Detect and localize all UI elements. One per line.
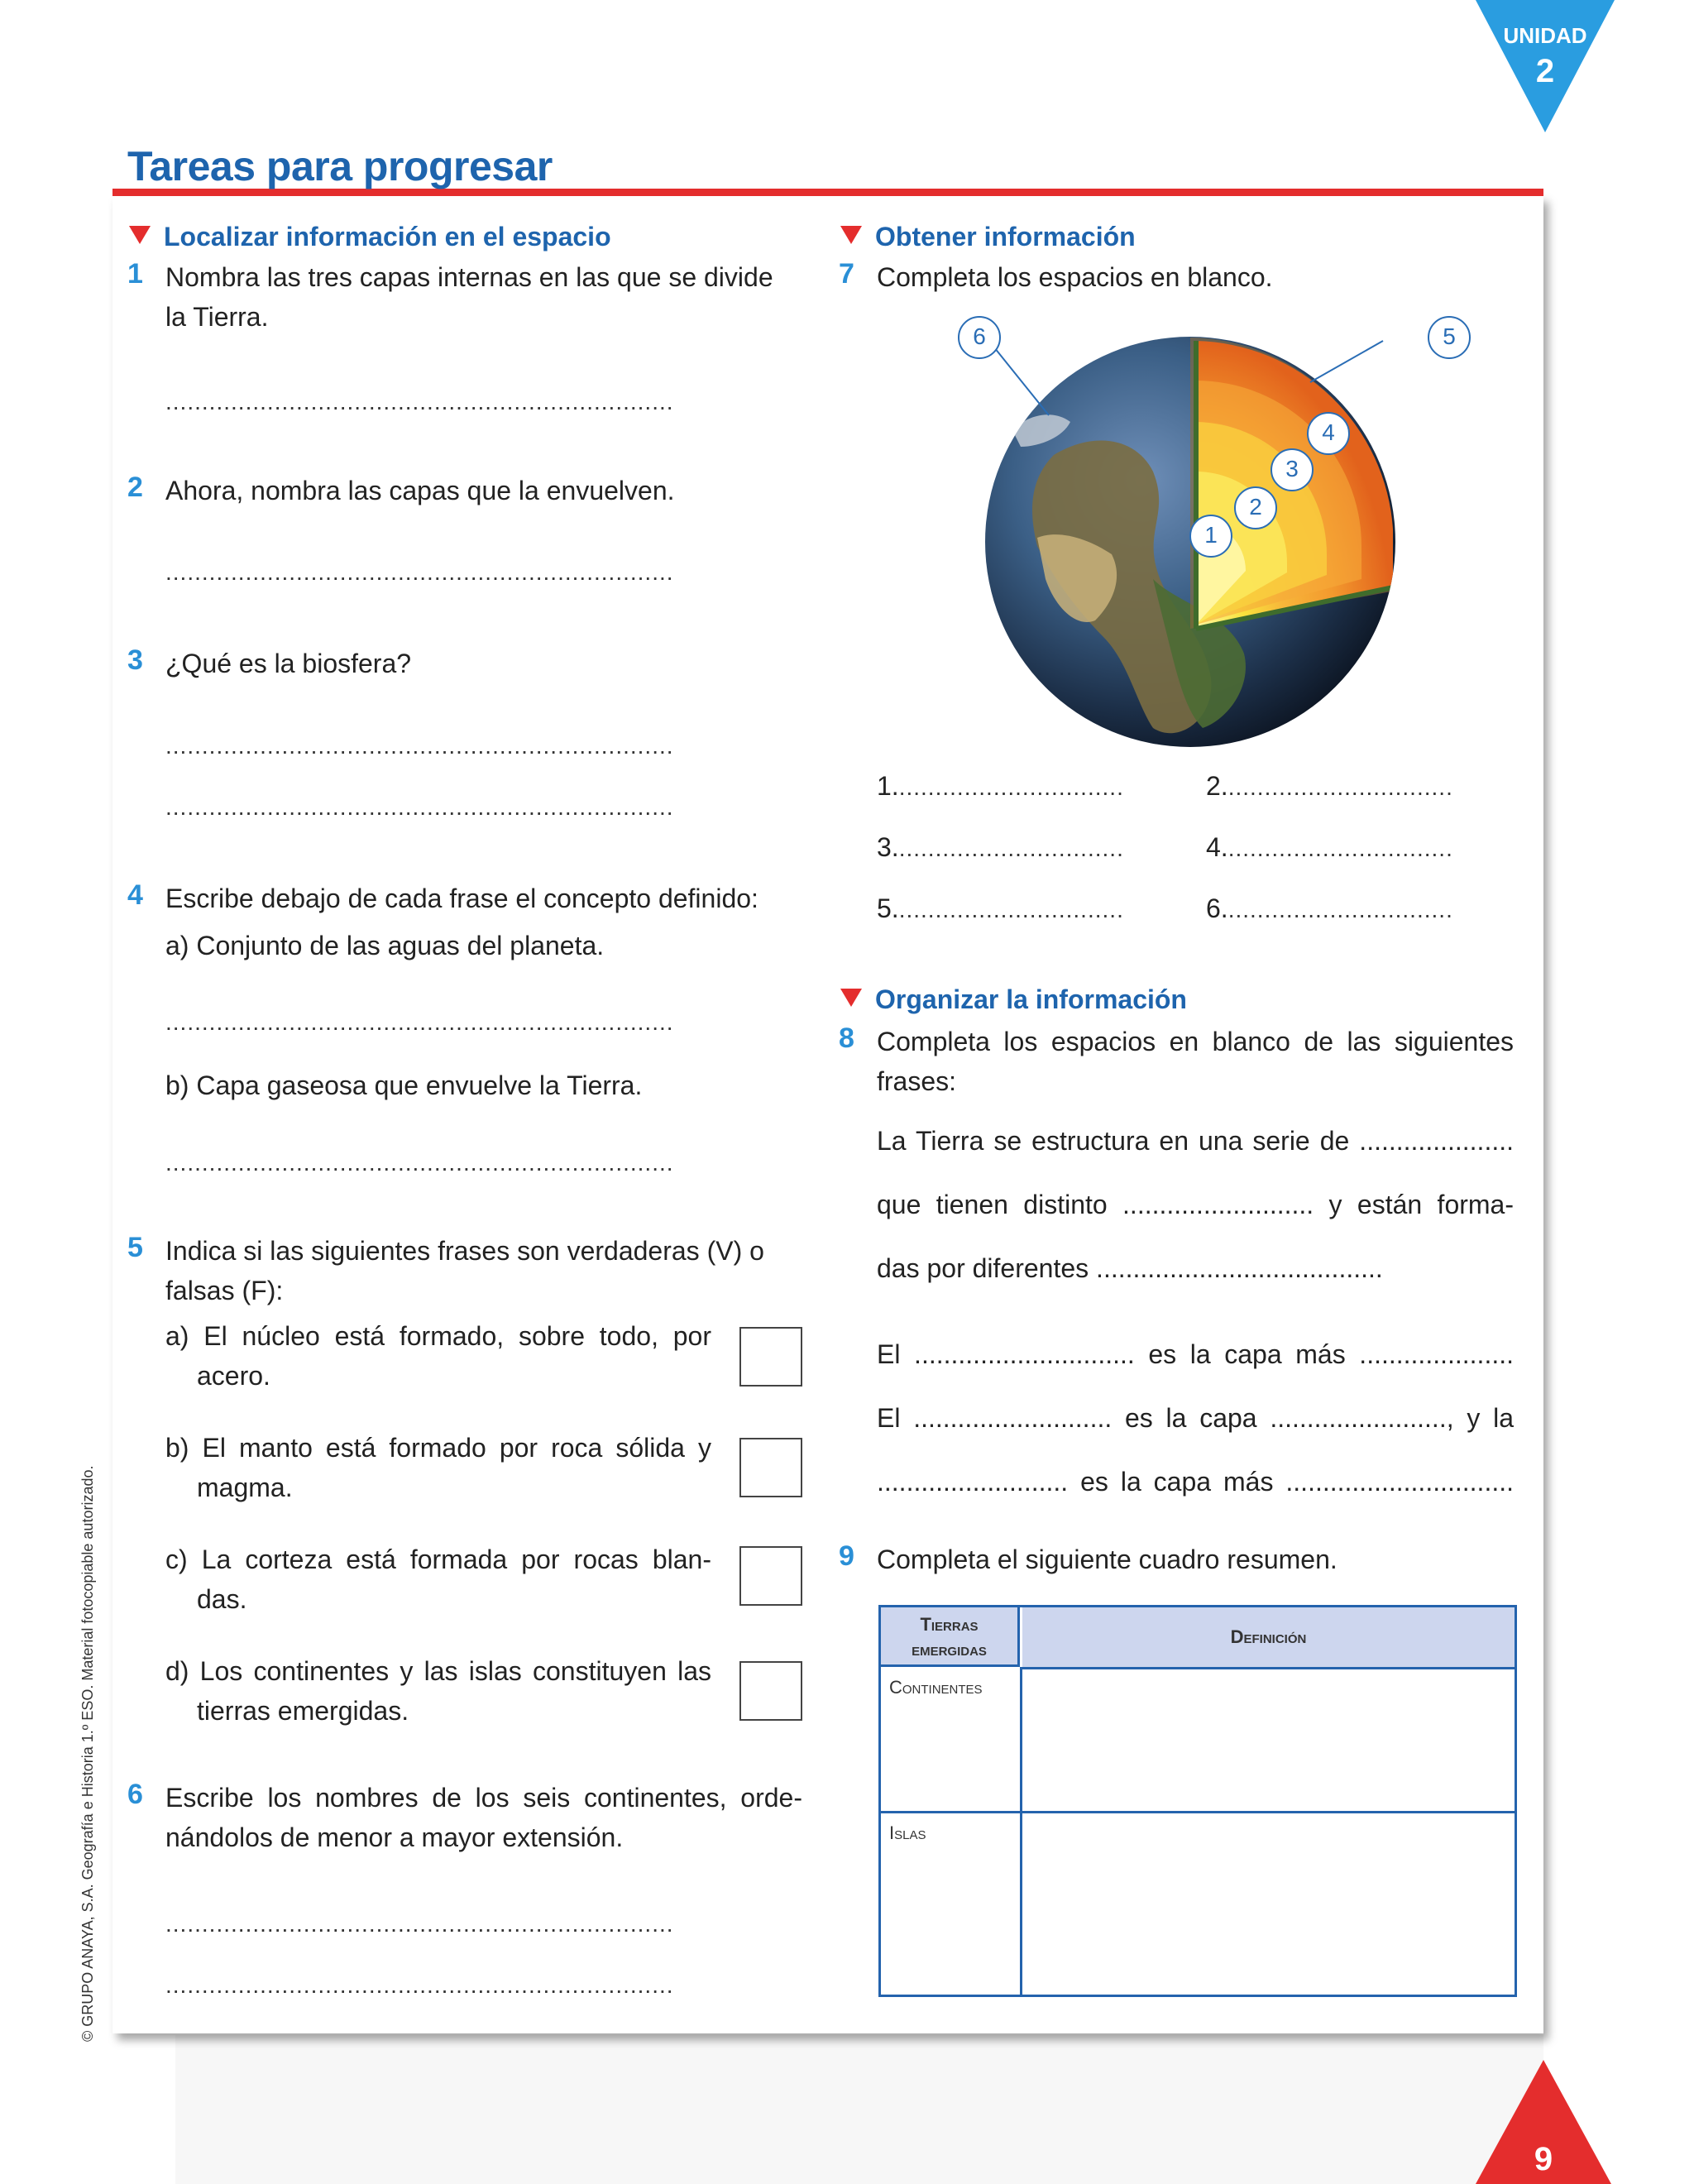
- table-row-islands: Islas: [889, 1822, 926, 1843]
- answer-line[interactable]: ......................................................................: [165, 389, 674, 414]
- vf-statement: d) Los continentes y las islas constituyen las: [165, 1656, 711, 1686]
- answer-line[interactable]: ......................................................................: [165, 794, 674, 820]
- question-text: ¿Qué es la biosfera?: [165, 649, 412, 678]
- answer-line[interactable]: ......................................................................: [165, 733, 674, 759]
- answer-line[interactable]: ......................................................................: [165, 1150, 674, 1176]
- question-text: Indica si las siguientes frases son verdaderas (V) o: [165, 1236, 764, 1266]
- vf-statement: tierras emergidas.: [197, 1696, 409, 1726]
- answer-line[interactable]: ...............................: [1227, 836, 1453, 861]
- section-heading-obtain: [840, 222, 1136, 252]
- layer-callout-5: 5: [1428, 316, 1471, 359]
- question-text: frases:: [877, 1066, 957, 1096]
- layer-callout-3: 3: [1270, 448, 1314, 491]
- answer-label: 1................................: [877, 771, 1124, 801]
- fill-in-sentence[interactable]: La Tierra se estructura en una serie de .....................: [877, 1126, 1514, 1156]
- answer-label: 4................................: [1206, 832, 1453, 862]
- question-text: Escribe debajo de cada frase el concepto definido:: [165, 884, 758, 913]
- table-header-land: Tierras emergidas: [881, 1607, 1020, 1667]
- true-false-checkbox[interactable]: [739, 1661, 802, 1721]
- question-number: 8: [839, 1023, 854, 1054]
- question-text: Completa los espacios en blanco de las siguientes: [877, 1027, 1514, 1056]
- definition-cell-islands[interactable]: [1028, 1818, 1508, 1983]
- answer-line[interactable]: ...............................: [1227, 774, 1453, 800]
- definition-cell-continents[interactable]: [1028, 1674, 1508, 1806]
- section-heading-text: Organizar la información: [875, 984, 1187, 1014]
- question-number: 7: [839, 258, 854, 290]
- question-text: la Tierra.: [165, 302, 269, 332]
- question-number: 1: [127, 258, 143, 290]
- answer-label: 5................................: [877, 893, 1124, 923]
- triangle-bullet-icon: [840, 226, 862, 244]
- triangle-bullet-icon: [129, 226, 151, 244]
- vf-statement: c) La corteza está formada por rocas blan-: [165, 1545, 711, 1574]
- answer-line[interactable]: ...............................: [898, 897, 1124, 922]
- table-row-continents: Continentes: [889, 1677, 983, 1698]
- layer-callout-6: 6: [958, 316, 1001, 359]
- answer-line[interactable]: ...............................: [898, 774, 1124, 800]
- page-number: 9: [1534, 2141, 1553, 2177]
- unit-label: UNIDAD: [1503, 23, 1587, 48]
- true-false-checkbox[interactable]: [739, 1546, 802, 1606]
- question-number: 5: [127, 1232, 143, 1263]
- answer-line[interactable]: ...............................: [1227, 897, 1453, 922]
- layer-callout-2: 2: [1234, 486, 1277, 529]
- question-number: 3: [127, 644, 143, 676]
- fill-in-sentence[interactable]: El ........................... es la capa ........................, y la: [877, 1403, 1514, 1433]
- vf-statement: acero.: [197, 1361, 270, 1391]
- vf-statement: b) El manto está formado por roca sólida y: [165, 1433, 711, 1463]
- answer-label: 6................................: [1206, 893, 1453, 923]
- question-text: Nombra las tres capas internas en las que se divide: [165, 262, 773, 292]
- layer-callout-4: 4: [1307, 412, 1350, 455]
- question-text: Escribe los nombres de los seis continentes, orde-: [165, 1783, 802, 1813]
- sub-question-a: a) Conjunto de las aguas del planeta.: [165, 931, 605, 960]
- table-divider: [881, 1811, 1515, 1813]
- question-number: 9: [839, 1540, 854, 1572]
- table-header-definition: Definición: [1022, 1607, 1515, 1669]
- section-heading-text: Localizar información en el espacio: [164, 222, 611, 251]
- fill-in-sentence[interactable]: El .............................. es la capa más .....................: [877, 1339, 1514, 1369]
- sub-question-b: b) Capa gaseosa que envuelve la Tierra.: [165, 1070, 643, 1100]
- question-number: 6: [127, 1779, 143, 1810]
- section-heading-locate: [129, 222, 611, 252]
- true-false-checkbox[interactable]: [739, 1438, 802, 1497]
- question-number: 4: [127, 879, 143, 911]
- page-title: Tareas para progresar: [127, 143, 553, 189]
- fill-in-sentence[interactable]: das por diferentes .......................................: [877, 1253, 1383, 1283]
- answer-label: 3................................: [877, 832, 1124, 862]
- copyright-note: © GRUPO ANAYA, S.A. Geografía e Historia 1.º ESO. Material fotocopiable autorizado.: [79, 1465, 96, 2042]
- answer-line[interactable]: ......................................................................: [165, 1009, 674, 1035]
- answer-line[interactable]: ......................................................................: [165, 1911, 674, 1937]
- question-text: Completa los espacios en blanco.: [877, 262, 1273, 292]
- fill-in-sentence[interactable]: .......................... es la capa más ...............................: [877, 1467, 1514, 1497]
- true-false-checkbox[interactable]: [739, 1327, 802, 1387]
- question-text: Ahora, nombra las capas que la envuelven.: [165, 476, 675, 505]
- question-text: falsas (F):: [165, 1276, 284, 1305]
- fill-in-sentence[interactable]: que tienen distinto .......................... y están forma-: [877, 1190, 1514, 1219]
- layer-callout-1: 1: [1189, 515, 1232, 558]
- question-text: nándolos de menor a mayor extensión.: [165, 1822, 624, 1852]
- vf-statement: a) El núcleo está formado, sobre todo, por: [165, 1321, 711, 1351]
- section-heading-text: Obtener información: [875, 222, 1136, 251]
- answer-line[interactable]: ......................................................................: [165, 559, 674, 585]
- triangle-bullet-icon: [840, 989, 862, 1007]
- question-number: 2: [127, 472, 143, 503]
- vf-statement: magma.: [197, 1473, 293, 1502]
- answer-label: 2................................: [1206, 771, 1453, 801]
- vf-statement: das.: [197, 1584, 247, 1614]
- section-heading-organize: [840, 984, 1187, 1015]
- summary-table: [878, 1605, 1517, 1997]
- answer-line[interactable]: ......................................................................: [165, 1972, 674, 1998]
- answer-line[interactable]: ...............................: [898, 836, 1124, 861]
- table-divider: [1020, 1667, 1022, 1995]
- unit-number: 2: [1535, 53, 1555, 89]
- question-text: Completa el siguiente cuadro resumen.: [877, 1545, 1337, 1574]
- page-bottom-strip: [175, 2035, 1543, 2184]
